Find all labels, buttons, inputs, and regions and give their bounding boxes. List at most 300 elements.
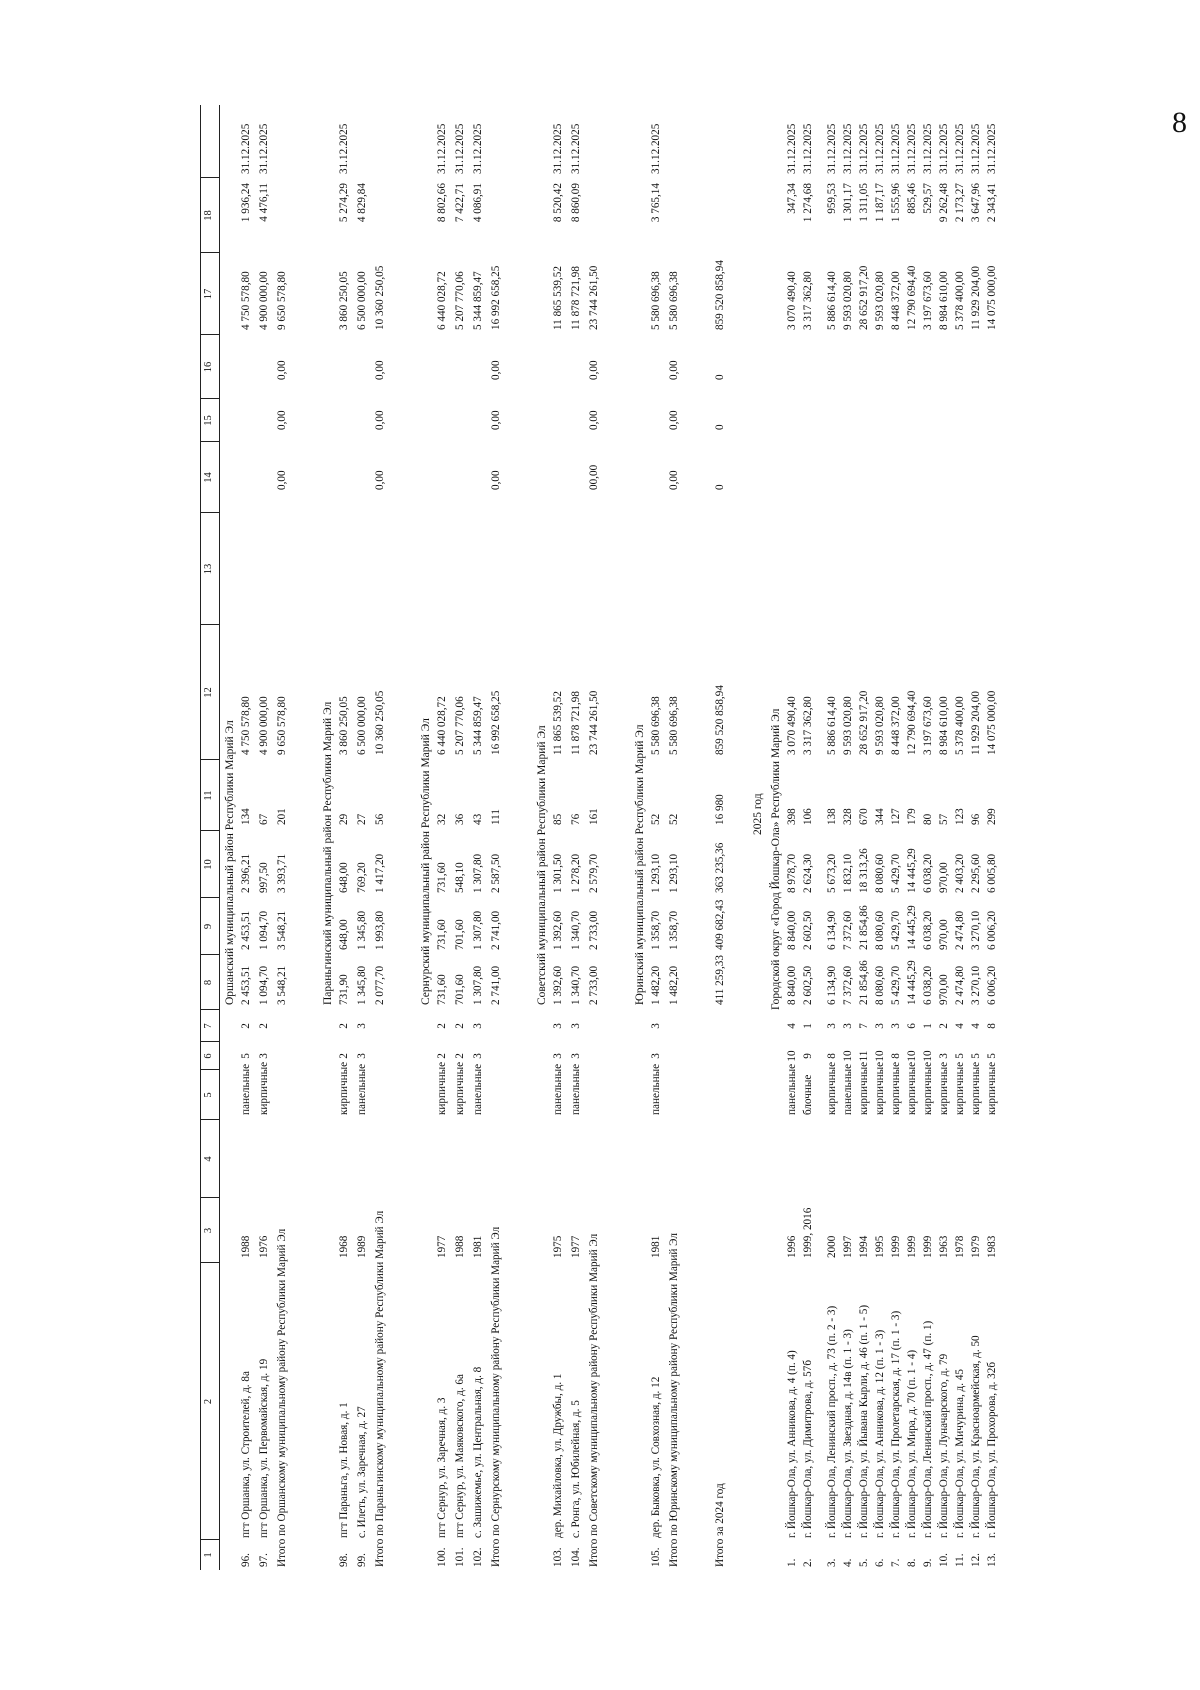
total-label: Итого за 2024 год	[714, 1483, 726, 1567]
row-number: 2.	[802, 1558, 814, 1567]
area-total: 731,90	[338, 974, 350, 1005]
total-residents: 161	[588, 808, 600, 825]
area-total: 8 840,00	[786, 965, 798, 1005]
header-cell: 11	[203, 790, 214, 801]
floors: 9	[802, 1053, 814, 1059]
area-total: 1 094,70	[258, 965, 270, 1005]
total-cost: 11 929 204,00	[970, 691, 982, 755]
residents: 123	[954, 808, 966, 825]
floors: 10	[922, 1050, 934, 1062]
cost-regional: 3 860 250,05	[338, 271, 350, 330]
total-col13: 0,00	[490, 470, 502, 490]
cost-per-sqm: 8 520,42	[552, 183, 564, 223]
total-cost: 5 580 696,38	[650, 696, 662, 755]
residents: 134	[240, 808, 252, 825]
residents: 398	[786, 808, 798, 825]
build-year: 1975	[552, 1235, 564, 1258]
entrances: 3	[874, 1023, 886, 1029]
area-total: 21 854,86	[858, 960, 870, 1005]
total-cost: 28 652 917,20	[858, 690, 870, 755]
build-year: 1977	[436, 1235, 448, 1258]
header-cell: 2	[203, 1398, 214, 1405]
table-row	[970, 105, 984, 1570]
total-regional: 23 744 261,50	[588, 265, 600, 330]
area-owned: 2 295,60	[970, 853, 982, 893]
residents: 127	[890, 808, 902, 825]
wall-material: кирпичные	[954, 1061, 966, 1115]
total-cost: 9 593 020,80	[874, 696, 886, 755]
area-total: 8 080,60	[874, 965, 886, 1005]
address: г. Йошкар-Ола, Ленинский просп., д. 73 (п. 2 - 3)	[826, 1305, 838, 1538]
row-number: 8.	[906, 1558, 918, 1567]
header-divider	[201, 1262, 219, 1263]
total-residents: 201	[276, 808, 288, 825]
build-year: 1963	[938, 1235, 950, 1258]
floors: 10	[842, 1050, 854, 1062]
header-cell: 9	[203, 923, 214, 930]
area-owned: 1 307,80	[472, 853, 484, 893]
entrances: 2	[240, 1023, 252, 1029]
cost-regional: 5 886 614,40	[826, 271, 838, 330]
build-year: 1999	[922, 1235, 934, 1258]
table-row	[890, 105, 904, 1570]
total-col13: 0,00	[668, 470, 680, 490]
table-row	[436, 105, 450, 1570]
header-cell: 14	[203, 472, 214, 483]
header-divider	[201, 441, 219, 442]
address: дер. Михайловка, ул. Дружбы, д. 1	[552, 1373, 564, 1538]
area-residential: 8 840,00	[786, 910, 798, 950]
cost-regional: 5 344 859,47	[472, 271, 484, 330]
total-cost: 6 500 000,00	[356, 696, 368, 755]
wall-material: кирпичные	[858, 1061, 870, 1115]
build-year: 1989	[356, 1235, 368, 1258]
area-total: 2 453,51	[240, 965, 252, 1005]
header-divider	[201, 1119, 219, 1120]
residents: 96	[970, 813, 982, 825]
header-cell: 1	[203, 1552, 214, 1558]
total-area-total: 411 259,33	[714, 955, 726, 1005]
cost-regional: 11 878 721,98	[570, 266, 582, 330]
cost-per-sqm: 8 802,66	[436, 183, 448, 223]
header-cell: 10	[203, 859, 214, 870]
entrances: 3	[890, 1023, 902, 1029]
table-row	[858, 105, 872, 1570]
row-number: 11.	[954, 1553, 966, 1567]
header-cell: 4	[203, 1156, 214, 1162]
floors: 3	[472, 1053, 484, 1059]
build-year: 1968	[338, 1235, 350, 1258]
wall-material: кирпичные	[890, 1061, 902, 1115]
total-residents: 52	[668, 813, 680, 825]
area-owned: 2 396,21	[240, 853, 252, 893]
total-cost: 10 360 250,05	[374, 690, 386, 755]
total-area-total: 2 741,00	[490, 965, 502, 1005]
cost-per-sqm: 7 422,71	[454, 183, 466, 223]
wall-material: кирпичные	[258, 1061, 270, 1115]
cost-regional: 11 929 204,00	[970, 266, 982, 330]
row-number: 7.	[890, 1558, 902, 1567]
address: г. Йошкар-Ола, ул. Пролетарская, д. 17 (п. 1 - 3)	[890, 1310, 902, 1538]
build-year: 1994	[858, 1235, 870, 1258]
residents: 670	[858, 808, 870, 825]
total-label: Итого по Советскому муниципальному району Республики Марий Эл	[588, 1233, 600, 1567]
header-divider	[201, 177, 219, 178]
residents: 299	[986, 808, 998, 825]
residents: 344	[874, 808, 886, 825]
address: г. Йошкар-Ола, ул. Мира, д. 70 (п. 1 - 4)	[906, 1349, 918, 1538]
wall-material: кирпичные	[938, 1061, 950, 1115]
floors: 3	[570, 1053, 582, 1059]
table-row	[472, 105, 486, 1570]
total-area-total: 1 482,20	[668, 965, 680, 1005]
entrances: 7	[858, 1023, 870, 1029]
header-divider	[201, 1009, 219, 1010]
area-total: 6 038,20	[922, 965, 934, 1005]
header-cell: 12	[203, 687, 214, 698]
address: с. Ронга, ул. Юбилейная, д. 5	[570, 1400, 582, 1538]
cost-regional: 5 207 770,06	[454, 271, 466, 330]
table-row	[338, 105, 352, 1570]
deadline: 31.12.2025	[786, 123, 798, 174]
cost-per-sqm: 4 476,11	[258, 183, 270, 222]
header-cell: 18	[203, 210, 214, 221]
area-residential: 1 345,80	[356, 910, 368, 950]
wall-material: кирпичные	[906, 1061, 918, 1115]
floors: 11	[858, 1050, 870, 1062]
wall-material: кирпичные	[874, 1061, 886, 1115]
total-area-residential: 2 741,00	[490, 910, 502, 950]
cost-regional: 3 070 490,40	[786, 271, 798, 330]
residents: 85	[552, 813, 564, 825]
deadline: 31.12.2025	[802, 123, 814, 174]
area-total: 14 445,29	[906, 960, 918, 1005]
entrances: 4	[970, 1023, 982, 1029]
total-regional: 9 650 578,80	[276, 271, 288, 330]
deadline: 31.12.2025	[240, 123, 252, 174]
area-residential: 21 854,86	[858, 905, 870, 950]
address: г. Йошкар-Ола, Ленинский просп., д. 47 (п. 1)	[922, 1320, 934, 1538]
header-cell: 6	[203, 1053, 214, 1059]
header-divider	[201, 897, 219, 898]
cost-regional: 11 865 539,52	[552, 266, 564, 330]
header-divider	[201, 334, 219, 335]
deadline: 31.12.2025	[874, 123, 886, 174]
wall-material: кирпичные	[986, 1061, 998, 1115]
residents: 36	[454, 813, 466, 825]
deadline: 31.12.2025	[922, 123, 934, 174]
total-col15: 0	[714, 374, 726, 380]
row-number: 9.	[922, 1558, 934, 1567]
deadline: 31.12.2025	[454, 123, 466, 174]
header-cell: 5	[203, 1092, 214, 1098]
area-residential: 6 134,90	[826, 910, 838, 950]
wall-material: кирпичные	[454, 1061, 466, 1115]
deadline: 31.12.2025	[906, 123, 918, 174]
area-residential: 1 358,70	[650, 910, 662, 950]
area-total: 731,60	[436, 974, 448, 1005]
wall-material: панельные	[472, 1063, 484, 1115]
total-regional: 16 992 658,25	[490, 265, 502, 330]
entrances: 3	[552, 1023, 564, 1029]
area-owned: 1 293,10	[650, 853, 662, 893]
total-label: Итого по Оршанскому муниципальному району Республики Марий Эл	[276, 1228, 288, 1567]
table-row	[986, 105, 1000, 1570]
area-residential: 5 429,70	[890, 910, 902, 950]
entrances: 3	[356, 1023, 368, 1029]
cost-regional: 6 500 000,00	[356, 271, 368, 330]
cost-per-sqm: 885,46	[906, 183, 918, 214]
residents: 67	[258, 813, 270, 825]
floors: 2	[436, 1053, 448, 1059]
total-col13: 0	[714, 484, 726, 490]
table-row	[874, 105, 888, 1570]
build-year: 1999	[890, 1235, 902, 1258]
residents: 138	[826, 808, 838, 825]
table-row	[454, 105, 468, 1570]
table-header	[200, 105, 220, 1570]
table-row	[906, 105, 920, 1570]
area-owned: 6 005,80	[986, 853, 998, 893]
floors: 3	[650, 1053, 662, 1059]
area-residential: 1 094,70	[258, 910, 270, 950]
table-row	[938, 105, 952, 1570]
cost-regional: 8 984 610,00	[938, 271, 950, 330]
residents: 57	[938, 813, 950, 825]
total-cost: 4 750 578,80	[240, 696, 252, 755]
floors: 8	[826, 1053, 838, 1059]
area-owned: 18 313,26	[858, 848, 870, 893]
total-cost: 14 075 000,00	[986, 690, 998, 755]
build-year: 1996	[786, 1235, 798, 1258]
row-number: 5.	[858, 1558, 870, 1567]
wall-material: панельные	[842, 1063, 854, 1115]
deadline: 31.12.2025	[650, 123, 662, 174]
area-total: 6 134,90	[826, 965, 838, 1005]
deadline: 31.12.2025	[858, 123, 870, 174]
residents: 27	[356, 813, 368, 825]
address: пгт Сернур, ул. Заречная, д. 3	[436, 1397, 448, 1538]
total-regional: 10 360 250,05	[374, 265, 386, 330]
header-divider	[201, 252, 219, 253]
total-cost: 11 878 721,98	[570, 691, 582, 755]
cost-regional: 5 378 400,00	[954, 271, 966, 330]
area-total: 6 006,20	[986, 965, 998, 1005]
cost-per-sqm: 1 936,24	[240, 183, 252, 223]
area-owned: 769,20	[356, 862, 368, 893]
residents: 32	[436, 813, 448, 825]
total-cost: 3 317 362,80	[802, 696, 814, 755]
entrances: 2	[258, 1023, 270, 1029]
area-total: 7 372,60	[842, 965, 854, 1005]
area-owned: 1 832,10	[842, 853, 854, 893]
row-number: 3.	[826, 1558, 838, 1567]
header-divider	[201, 1197, 219, 1198]
residents: 52	[650, 813, 662, 825]
wall-material: кирпичные	[922, 1061, 934, 1115]
address: г. Йошкар-Ола, ул. Анникова, д. 4 (п. 4)	[786, 1350, 798, 1538]
cost-regional: 3 317 362,80	[802, 271, 814, 330]
deadline: 31.12.2025	[938, 123, 950, 174]
table-row	[802, 105, 816, 1570]
cost-per-sqm: 9 262,48	[938, 183, 950, 223]
total-row	[668, 105, 682, 1570]
deadline: 31.12.2025	[842, 123, 854, 174]
cost-regional: 8 448 372,00	[890, 271, 902, 330]
total-regional: 859 520 858,94	[714, 260, 726, 330]
address: дер. Быковка, ул. Совхозная, д. 12	[650, 1376, 662, 1538]
wall-material: панельные	[240, 1063, 252, 1115]
table-row	[258, 105, 272, 1570]
deadline: 31.12.2025	[472, 123, 484, 174]
header-cell: 3	[203, 1227, 214, 1234]
entrances: 2	[436, 1023, 448, 1029]
total-cost: 9 650 578,80	[276, 696, 288, 755]
entrances: 1	[922, 1023, 934, 1029]
total-col14: 0	[714, 424, 726, 430]
row-number: 101.	[454, 1547, 466, 1567]
total-row	[714, 105, 728, 1570]
cost-per-sqm: 2 173,27	[954, 183, 966, 223]
area-total: 1 340,70	[570, 965, 582, 1005]
area-total: 1 482,20	[650, 965, 662, 1005]
area-owned: 14 445,29	[906, 848, 918, 893]
floors: 3	[356, 1053, 368, 1059]
total-cost: 3 197 673,60	[922, 696, 934, 755]
residents: 328	[842, 808, 854, 825]
total-col14: 0,00	[588, 410, 600, 430]
total-cost: 859 520 858,94	[714, 685, 726, 755]
floors: 2	[338, 1053, 350, 1059]
floors: 5	[970, 1053, 982, 1059]
deadline: 31.12.2025	[338, 123, 350, 174]
address: пгт Оршанка, ул. Строителей, д. 8а	[240, 1371, 252, 1538]
build-year: 2000	[826, 1235, 838, 1258]
cost-regional: 5 580 696,38	[650, 271, 662, 330]
wall-material: блочные	[802, 1074, 814, 1115]
area-owned: 8 080,60	[874, 853, 886, 893]
floors: 10	[906, 1050, 918, 1062]
area-residential: 701,60	[454, 919, 466, 950]
wall-material: кирпичные	[338, 1061, 350, 1115]
wall-material: кирпичные	[436, 1061, 448, 1115]
total-cost: 11 865 539,52	[552, 691, 564, 755]
area-residential: 648,00	[338, 919, 350, 950]
cost-regional: 4 900 000,00	[258, 271, 270, 330]
floors: 3	[258, 1053, 270, 1059]
table-row	[786, 105, 800, 1570]
entrances: 3	[650, 1023, 662, 1029]
total-col14: 0,00	[668, 410, 680, 430]
address: с. Зашижемье, ул. Центральная, д. 8	[472, 1366, 484, 1538]
cost-per-sqm: 1 187,17	[874, 183, 886, 223]
header-cell: 8	[203, 979, 214, 986]
deadline: 31.12.2025	[552, 123, 564, 174]
residents: 43	[472, 813, 484, 825]
total-regional: 5 580 696,38	[668, 271, 680, 330]
deadline: 31.12.2025	[970, 123, 982, 174]
floors: 3	[552, 1053, 564, 1059]
total-row	[490, 105, 504, 1570]
wall-material: панельные	[570, 1063, 582, 1115]
entrances: 8	[986, 1023, 998, 1029]
total-col15: 0,00	[668, 360, 680, 380]
header-cell: 7	[203, 1023, 214, 1029]
row-number: 1.	[786, 1558, 798, 1567]
row-number: 99.	[356, 1553, 368, 1567]
table-row	[240, 105, 254, 1570]
area-total: 2 602,50	[802, 965, 814, 1005]
entrances: 3	[826, 1023, 838, 1029]
row-number: 4.	[842, 1558, 854, 1567]
cost-per-sqm: 1 311,05	[858, 183, 870, 222]
cost-regional: 28 652 917,20	[858, 265, 870, 330]
total-label: Итого по Сернурскому муниципальному району Республики Марий Эл	[490, 1226, 502, 1567]
area-residential: 6 006,20	[986, 910, 998, 950]
deadline: 31.12.2025	[436, 123, 448, 174]
area-owned: 5 429,70	[890, 853, 902, 893]
cost-per-sqm: 1 274,68	[802, 183, 814, 223]
total-col13: 0,00	[276, 470, 288, 490]
total-area-residential: 1 993,80	[374, 910, 386, 950]
area-residential: 7 372,60	[842, 910, 854, 950]
build-year: 1977	[570, 1235, 582, 1258]
cost-per-sqm: 1 555,96	[890, 183, 902, 223]
entrances: 3	[472, 1023, 484, 1029]
cost-regional: 6 440 028,72	[436, 271, 448, 330]
total-cost: 8 984 610,00	[938, 696, 950, 755]
area-residential: 1 340,70	[570, 910, 582, 950]
build-year: 1981	[472, 1235, 484, 1258]
total-area-owned: 2 579,70	[588, 853, 600, 893]
area-owned: 8 978,70	[786, 853, 798, 893]
cost-regional: 4 750 578,80	[240, 271, 252, 330]
area-owned: 970,00	[938, 862, 950, 893]
total-cost: 5 344 859,47	[472, 696, 484, 755]
area-residential: 2 474,80	[954, 910, 966, 950]
address: г. Йошкар-Ола, ул. Димитрова, д. 57б	[802, 1359, 814, 1538]
section-heading: 2025 год	[752, 793, 764, 835]
area-owned: 1 278,20	[570, 853, 582, 893]
row-number: 104.	[570, 1547, 582, 1567]
cost-per-sqm: 3 765,14	[650, 183, 662, 223]
table-row	[922, 105, 936, 1570]
address: г. Йошкар-Ола, ул. Луначарского, д. 79	[938, 1353, 950, 1538]
deadline: 31.12.2025	[826, 123, 838, 174]
header-divider	[201, 398, 219, 399]
table-row	[650, 105, 664, 1570]
total-label: Итого по Юринскому муниципальному району Республики Марий Эл	[668, 1233, 680, 1567]
total-cost: 3 070 490,40	[786, 696, 798, 755]
total-area-residential: 409 682,43	[714, 899, 726, 950]
deadline: 31.12.2025	[258, 123, 270, 174]
rotated-table	[200, 105, 1080, 1570]
area-owned: 6 038,20	[922, 853, 934, 893]
build-year: 1981	[650, 1235, 662, 1258]
area-total: 2 474,80	[954, 965, 966, 1005]
address: пгт Параньга, ул. Новая, д. 1	[338, 1402, 350, 1538]
total-area-owned: 3 393,71	[276, 853, 288, 893]
header-cell: 17	[203, 288, 214, 300]
build-year: 1999	[906, 1235, 918, 1258]
cost-per-sqm: 8 860,09	[570, 183, 582, 223]
floors: 5	[240, 1053, 252, 1059]
row-number: 6.	[874, 1558, 886, 1567]
area-residential: 14 445,29	[906, 905, 918, 950]
total-col15: 0,00	[490, 360, 502, 380]
row-number: 13.	[986, 1553, 998, 1567]
cost-per-sqm: 529,57	[922, 183, 934, 214]
